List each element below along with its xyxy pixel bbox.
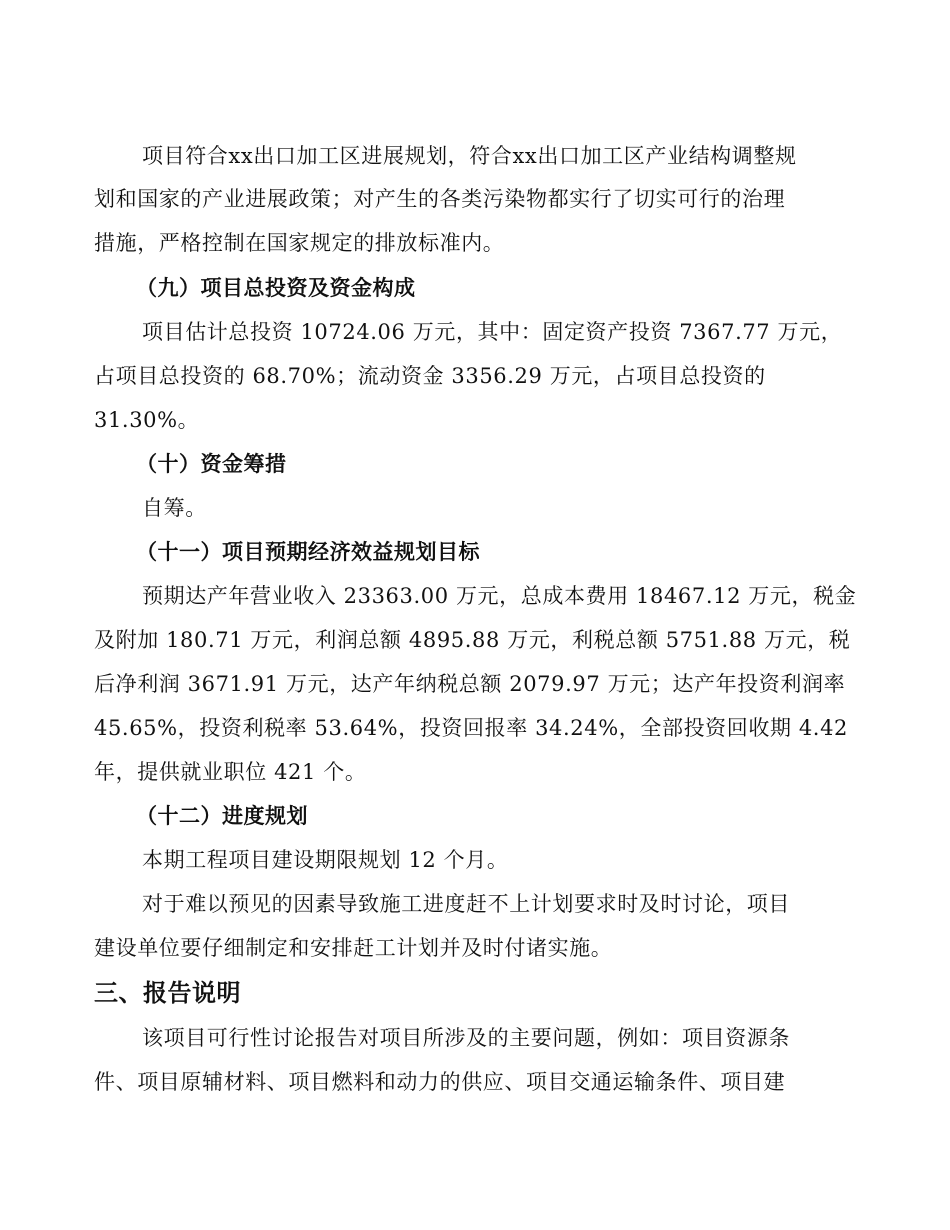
paragraph-line: 45.65%，投资利税率 53.64%，投资回报率 34.24%，全部投资回收期 4.42: [94, 716, 848, 740]
paragraph-line: 对于难以预见的因素导致施工进度赶不上计划要求时及时讨论，项目: [142, 892, 790, 916]
paragraph-line: 后净利润 3671.91 万元，达产年纳税总额 2079.97 万元；达产年投资利润率: [94, 672, 846, 696]
paragraph-line: 建设单位要仔细制定和安排赶工计划并及时付诸实施。: [94, 936, 613, 960]
paragraph-line: 件、项目原辅材料、项目燃料和动力的供应、项目交通运输条件、项目建: [94, 1070, 786, 1094]
paragraph-line: 预期达产年营业收入 23363.00 万元，总成本费用 18467.12 万元，税金: [142, 584, 857, 608]
paragraph-line: 本期工程项目建设期限规划 12 个月。: [142, 848, 509, 872]
paragraph-line: 自筹。: [142, 496, 207, 520]
paragraph-line: 及附加 180.71 万元，利润总额 4895.88 万元，利税总额 5751.88 万元，税: [94, 628, 851, 652]
paragraph-line: 31.30%。: [94, 408, 200, 432]
paragraph-line: 该项目可行性讨论报告对项目所涉及的主要问题，例如：项目资源条: [142, 1026, 790, 1050]
subsection-heading-11: （十一）项目预期经济效益规划目标: [136, 540, 480, 564]
paragraph-line: 划和国家的产业进展政策；对产生的各类污染物都实行了切实可行的治理: [94, 187, 786, 211]
paragraph-line: 措施，严格控制在国家规定的排放标准内。: [94, 231, 505, 255]
subsection-heading-12: （十二）进度规划: [136, 804, 308, 828]
section-heading-3: 三、报告说明: [94, 979, 241, 1007]
paragraph-line: 占项目总投资的 68.70%；流动资金 3356.29 万元，占项目总投资的: [94, 364, 766, 388]
paragraph-line: 项目符合xx出口加工区进展规划，符合xx出口加工区产业结构调整规: [142, 144, 797, 168]
paragraph-line: 年，提供就业职位 421 个。: [94, 760, 367, 784]
subsection-heading-10: （十）资金筹措: [136, 452, 287, 476]
subsection-heading-9: （九）项目总投资及资金构成: [136, 276, 416, 300]
paragraph-line: 项目估计总投资 10724.06 万元，其中：固定资产投资 7367.77 万元，: [142, 320, 843, 344]
